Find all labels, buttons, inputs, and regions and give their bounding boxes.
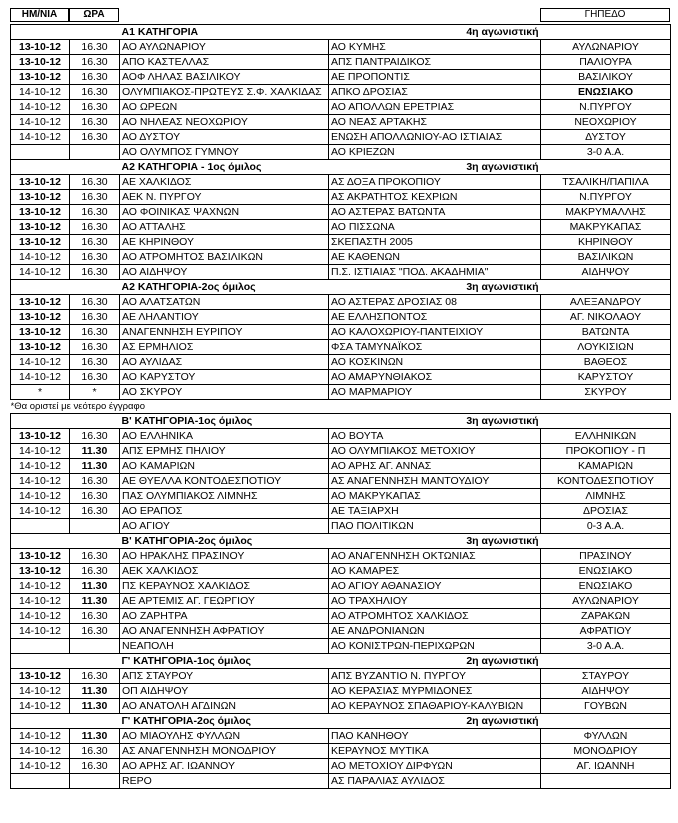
fixture-row (11, 729, 671, 744)
venue: ΦΥΛΛΩΝ (541, 729, 671, 744)
match-date: 14-10-12 (11, 130, 70, 145)
match-time: 16.30 (70, 190, 120, 205)
match-date (11, 639, 70, 654)
away-team: ΑΕ ΤΑΞΙΑΡΧΗ (329, 504, 541, 519)
match-date: * (11, 385, 70, 400)
match-time: 16.30 (70, 564, 120, 579)
home-team: ΑΟ ΑΝΑΓΕΝΝΗΣΗ ΑΦΡΑΤΙΟΥ (120, 624, 329, 639)
away-team: ΦΣΑ ΤΑΜΥΝΑΪΚΟΣ (329, 340, 541, 355)
match-date: 13-10-12 (11, 40, 70, 55)
category-title: Β' ΚΑΤΗΓΟΡΙΑ-1ος όμιλος (120, 414, 329, 429)
home-team: ΑΠΣ ΕΡΜΗΣ ΠΗΛΙΟΥ (120, 444, 329, 459)
venue: ΒΑΤΩΝΤΑ (541, 325, 671, 340)
away-team: ΑΣ ΑΝΑΓΕΝΝΗΣΗ ΜΑΝΤΟΥΔΙΟΥ (329, 474, 541, 489)
venue: ΒΑΣΙΛΙΚΩΝ (541, 250, 671, 265)
home-team: ΑΕ ΚΗΡΙΝΘΟΥ (120, 235, 329, 250)
fixture-row (11, 340, 671, 355)
venue: ΚΑΜΑΡΙΩΝ (541, 459, 671, 474)
venue: ΔΥΣΤΟΥ (541, 130, 671, 145)
fixture-row (11, 669, 671, 684)
fixture-row (11, 85, 671, 100)
home-team: ΑΟ ΕΛΛΗΝΙΚΑ (120, 429, 329, 444)
away-team: ΑΟ ΑΡΗΣ ΑΓ. ΑΝΝΑΣ (329, 459, 541, 474)
match-date: 13-10-12 (11, 70, 70, 85)
match-time: 16.30 (70, 295, 120, 310)
home-team: ΑΠΣ ΣΤΑΥΡΟΥ (120, 669, 329, 684)
home-team: ΑΟ ΣΚΥΡΟΥ (120, 385, 329, 400)
fixture-row (11, 639, 671, 654)
home-team: ΑΟ ΑΤΤΑΛΗΣ (120, 220, 329, 235)
away-team: ΑΟ ΑΣΤΕΡΑΣ ΔΡΟΣΙΑΣ 08 (329, 295, 541, 310)
match-time: 16.30 (70, 474, 120, 489)
venue: ΒΑΣΙΛΙΚΟΥ (541, 70, 671, 85)
venue (541, 774, 671, 789)
venue: ΠΡΟΚΟΠΙΟΥ - Π (541, 444, 671, 459)
venue: 0-3 Α.Α. (541, 519, 671, 534)
fixture-row (11, 459, 671, 474)
fixture-row (11, 310, 671, 325)
home-team: ΑΟ ΑΙΔΗΨΟΥ (120, 265, 329, 280)
away-team: ΑΟ ΑΤΡΟΜΗΤΟΣ ΧΑΛΚΙΔΟΣ (329, 609, 541, 624)
venue: ΕΝΩΣΙΑΚΟ (541, 85, 671, 100)
fixture-row (11, 130, 671, 145)
venue: 3-0 Α.Α. (541, 639, 671, 654)
category-title: Α2 ΚΑΤΗΓΟΡΙΑ - 1ος όμιλος (120, 160, 329, 175)
home-team: ΝΕΑΠΟΛΗ (120, 639, 329, 654)
venue: ΕΝΩΣΙΑΚΟ (541, 564, 671, 579)
match-time: 11.30 (70, 729, 120, 744)
fixture-row (11, 444, 671, 459)
match-date: 14-10-12 (11, 85, 70, 100)
away-team: ΑΣ ΔΟΞΑ ΠΡΟΚΟΠΙΟΥ (329, 175, 541, 190)
away-team: ΑΟ ΑΝΑΓΕΝΝΗΣΗ ΟΚΤΩΝΙΑΣ (329, 549, 541, 564)
venue: ΣΚΥΡΟΥ (541, 385, 671, 400)
match-time: 16.30 (70, 115, 120, 130)
match-time (70, 145, 120, 160)
category-title: Α1 ΚΑΤΗΓΟΡΙΑ (120, 25, 329, 40)
match-time: 16.30 (70, 310, 120, 325)
fixture-row (11, 145, 671, 160)
category-header (11, 654, 671, 669)
home-team: ΑΕ ΛΗΛΑΝΤΙΟΥ (120, 310, 329, 325)
home-team: ΑΠΟ ΚΑΣΤΕΛΛΑΣ (120, 55, 329, 70)
away-team: ΠΑΟ ΚΑΝΗΘΟΥ (329, 729, 541, 744)
away-team: ΑΟ ΜΑΡΜΑΡΙΟΥ (329, 385, 541, 400)
match-time: 16.30 (70, 265, 120, 280)
match-time: 16.30 (70, 355, 120, 370)
home-team: ΑΕ ΑΡΤΕΜΙΣ ΑΓ. ΓΕΩΡΓΙΟΥ (120, 594, 329, 609)
match-time: 16.30 (70, 55, 120, 70)
venue: ΜΑΚΡΥΜΑΛΛΗΣ (541, 205, 671, 220)
header-venue: ΓΗΠΕΔΟ (540, 8, 670, 22)
match-time: 16.30 (70, 504, 120, 519)
home-team: ΑΣ ΕΡΜΗΛΙΟΣ (120, 340, 329, 355)
fixture-row (11, 744, 671, 759)
home-team: ΑΟ ΑΤΡΟΜΗΤΟΣ ΒΑΣΙΛΙΚΩΝ (120, 250, 329, 265)
away-team: ΑΟ ΚΑΜΑΡΕΣ (329, 564, 541, 579)
match-time: 16.30 (70, 744, 120, 759)
home-team: ΑΟ ΚΑΡΥΣΤΟΥ (120, 370, 329, 385)
round-label: 2η αγωνιστική (329, 654, 541, 669)
category-header (11, 714, 671, 729)
home-team: ΑΟ ΑΥΛΩΝΑΡΙΟΥ (120, 40, 329, 55)
venue: ΑΓ. ΝΙΚΟΛΑΟΥ (541, 310, 671, 325)
match-date: 13-10-12 (11, 295, 70, 310)
away-team: ΑΟ ΚΟΣΚΙΝΩΝ (329, 355, 541, 370)
home-team: ΑΣ ΑΝΑΓΕΝΝΗΣΗ ΜΟΝΟΔΡΙΟΥ (120, 744, 329, 759)
match-date: 14-10-12 (11, 744, 70, 759)
away-team: ΚΕΡΑΥΝΟΣ ΜΥΤΙΚΑ (329, 744, 541, 759)
match-date: 14-10-12 (11, 444, 70, 459)
fixture-row (11, 624, 671, 639)
away-team: ΑΣ ΑΚΡΑΤΗΤΟΣ ΚΕΧΡΙΩΝ (329, 190, 541, 205)
away-team: ΑΕ ΑΝΔΡΟΝΙΑΝΩΝ (329, 624, 541, 639)
match-date: 14-10-12 (11, 115, 70, 130)
fixture-row (11, 100, 671, 115)
category-header (11, 280, 671, 295)
match-time: 16.30 (70, 609, 120, 624)
fixture-row (11, 474, 671, 489)
venue: ΚΑΡΥΣΤΟΥ (541, 370, 671, 385)
match-date: 14-10-12 (11, 504, 70, 519)
away-team: ΑΠΚΟ ΔΡΟΣΙΑΣ (329, 85, 541, 100)
category-header (11, 25, 671, 40)
fixture-row (11, 504, 671, 519)
match-time: 16.30 (70, 130, 120, 145)
away-team: ΑΟ ΚΕΡΑΣΙΑΣ ΜΥΡΜΙΔΟΝΕΣ (329, 684, 541, 699)
category-header (11, 414, 671, 429)
match-date: 13-10-12 (11, 669, 70, 684)
away-team: ΑΕ ΚΑΘΕΝΩΝ (329, 250, 541, 265)
match-date: 13-10-12 (11, 310, 70, 325)
venue: ΑΥΛΩΝΑΡΙΟΥ (541, 40, 671, 55)
home-team: ΑΕΚ Ν. ΠΥΡΓΟΥ (120, 190, 329, 205)
match-date: 13-10-12 (11, 325, 70, 340)
match-time: 16.30 (70, 429, 120, 444)
away-team: ΑΕ ΕΛΛΗΣΠΟΝΤΟΣ (329, 310, 541, 325)
match-time: 16.30 (70, 70, 120, 85)
match-date: 14-10-12 (11, 684, 70, 699)
match-time (70, 639, 120, 654)
match-date: 14-10-12 (11, 474, 70, 489)
away-team: ΠΑΟ ΠΟΛΙΤΙΚΩΝ (329, 519, 541, 534)
match-time: 16.30 (70, 205, 120, 220)
venue: ΑΦΡΑΤΙΟΥ (541, 624, 671, 639)
category-title: Α2 ΚΑΤΗΓΟΡΙΑ-2ος όμιλος (120, 280, 329, 295)
match-time: 11.30 (70, 459, 120, 474)
match-time: 16.30 (70, 175, 120, 190)
home-team: ΟΛΥΜΠΙΑΚΟΣ-ΠΡΩΤΕΥΣ Σ.Φ. ΧΑΛΚΙΔΑΣ (120, 85, 329, 100)
venue: ΑΙΔΗΨΟΥ (541, 265, 671, 280)
round-label: 3η αγωνιστική (329, 160, 541, 175)
away-team: ΑΟ ΤΡΑΧΗΛΙΟΥ (329, 594, 541, 609)
match-time (70, 774, 120, 789)
match-time: 16.30 (70, 85, 120, 100)
home-team: ΑΟ ΔΥΣΤΟΥ (120, 130, 329, 145)
venue: ΑΥΛΩΝΑΡΙΟΥ (541, 594, 671, 609)
match-date: 14-10-12 (11, 594, 70, 609)
venue: ΛΟΥΚΙΣΙΩΝ (541, 340, 671, 355)
fixture-row (11, 564, 671, 579)
match-date: 13-10-12 (11, 549, 70, 564)
fixture-row (11, 489, 671, 504)
match-time: 16.30 (70, 624, 120, 639)
away-team: ΑΟ ΠΙΣΣΩΝΑ (329, 220, 541, 235)
away-team: ΑΟ ΚΟΝΙΣΤΡΩΝ-ΠΕΡΙΧΩΡΩΝ (329, 639, 541, 654)
match-time: 16.30 (70, 669, 120, 684)
away-team: ΑΟ ΚΡΙΕΖΩΝ (329, 145, 541, 160)
fixture-row (11, 265, 671, 280)
away-team: ΕΝΩΣΗ ΑΠΟΛΛΩΝΙΟΥ-ΑΟ ΙΣΤΙΑΙΑΣ (329, 130, 541, 145)
fixture-row (11, 684, 671, 699)
match-time: 16.30 (70, 370, 120, 385)
home-team: ΑΕΚ ΧΑΛΚΙΔΟΣ (120, 564, 329, 579)
venue: Ν.ΠΥΡΓΟΥ (541, 190, 671, 205)
home-team: ΟΠ ΑΙΔΗΨΟΥ (120, 684, 329, 699)
home-team: ΑΕ ΧΑΛΚΙΔΟΣ (120, 175, 329, 190)
match-time: 11.30 (70, 579, 120, 594)
header-date: ΗΜ/ΝΙΑ (10, 8, 69, 22)
match-date: 14-10-12 (11, 624, 70, 639)
venue: ΜΑΚΡΥΚΑΠΑΣ (541, 220, 671, 235)
venue: ΤΣΑΛΙΚΗ/ΠΑΠΙΛΑ (541, 175, 671, 190)
home-team: ΑΟ ΑΡΗΣ ΑΓ. ΙΩΑΝΝΟΥ (120, 759, 329, 774)
match-date: 14-10-12 (11, 729, 70, 744)
match-date: 13-10-12 (11, 340, 70, 355)
home-team: ΠΑΣ ΟΛΥΜΠΙΑΚΟΣ ΛΙΜΝΗΣ (120, 489, 329, 504)
match-date: 14-10-12 (11, 370, 70, 385)
away-team: ΑΟ ΜΕΤΟΧΙΟΥ ΔΙΡΦΥΩΝ (329, 759, 541, 774)
match-date: 14-10-12 (11, 459, 70, 474)
match-time: 16.30 (70, 549, 120, 564)
match-date: 13-10-12 (11, 175, 70, 190)
venue: ΣΤΑΥΡΟΥ (541, 669, 671, 684)
venue: ΒΑΘΕΟΣ (541, 355, 671, 370)
round-label: 3η αγωνιστική (329, 534, 541, 549)
fixture-row (11, 355, 671, 370)
away-team: ΑΠΣ ΠΑΝΤΡΑΙΔΙΚΟΣ (329, 55, 541, 70)
fixtures-table (10, 24, 671, 789)
home-team: ΠΣ ΚΕΡΑΥΝΟΣ ΧΑΛΚΙΔΟΣ (120, 579, 329, 594)
match-date: 14-10-12 (11, 699, 70, 714)
fixture-row (11, 70, 671, 85)
venue: ΚΟΝΤΟΔΕΣΠΟΤΙΟΥ (541, 474, 671, 489)
fixture-row (11, 549, 671, 564)
fixture-row (11, 519, 671, 534)
category-header (11, 160, 671, 175)
fixture-row (11, 295, 671, 310)
home-team: ΑΟ ΟΛΥΜΠΟΣ ΓΥΜΝΟΥ (120, 145, 329, 160)
venue: ΑΛΕΞΑΝΔΡΟΥ (541, 295, 671, 310)
away-team: ΑΣ ΠΑΡΑΛΙΑΣ ΑΥΛΙΔΟΣ (329, 774, 541, 789)
match-time: 11.30 (70, 594, 120, 609)
venue: ΕΛΛΗΝΙΚΩΝ (541, 429, 671, 444)
away-team: ΑΟ ΒΟΥΤΑ (329, 429, 541, 444)
fixture-row (11, 115, 671, 130)
footnote: *Θα οριστεί με νεότερο έγγραφο (10, 401, 145, 412)
match-time: 16.30 (70, 489, 120, 504)
fixture-row (11, 594, 671, 609)
match-time: 16.30 (70, 100, 120, 115)
match-time: 16.30 (70, 40, 120, 55)
home-team: ΑΟ ΝΗΛΕΑΣ ΝΕΟΧΩΡΙΟΥ (120, 115, 329, 130)
away-team: ΑΟ ΝΕΑΣ ΑΡΤΑΚΗΣ (329, 115, 541, 130)
round-label: 4η αγωνιστική (329, 25, 541, 40)
match-time: 16.30 (70, 325, 120, 340)
fixture-row (11, 325, 671, 340)
fixture-row (11, 190, 671, 205)
fixture-row (11, 579, 671, 594)
home-team: ΑΟ ΦΟΙΝΙΚΑΣ ΨΑΧΝΩΝ (120, 205, 329, 220)
fixture-row (11, 609, 671, 624)
fixture-row (11, 55, 671, 70)
match-time: 11.30 (70, 444, 120, 459)
match-time: 16.30 (70, 220, 120, 235)
home-team: ΑΟ ΕΡΑΠΟΣ (120, 504, 329, 519)
away-team: ΑΟ ΜΑΚΡΥΚΑΠΑΣ (329, 489, 541, 504)
home-team: ΑΟ ΚΑΜΑΡΙΩΝ (120, 459, 329, 474)
fixture-row (11, 175, 671, 190)
fixture-row (11, 40, 671, 55)
match-date (11, 519, 70, 534)
venue: ΕΝΩΣΙΑΚΟ (541, 579, 671, 594)
away-team: ΑΟ ΚΑΛΟΧΩΡΙΟΥ-ΠΑΝΤΕΙΧΙΟΥ (329, 325, 541, 340)
fixture-row (11, 370, 671, 385)
match-date: 14-10-12 (11, 759, 70, 774)
home-team: ΑΟ ΑΝΑΤΟΛΗ ΑΓΔΙΝΩΝ (120, 699, 329, 714)
match-time: 16.30 (70, 340, 120, 355)
home-team: ΑΟΦ ΛΗΛΑΣ ΒΑΣΙΛΙΚΟΥ (120, 70, 329, 85)
away-team: ΑΕ ΠΡΟΠΟΝΤΙΣ (329, 70, 541, 85)
away-team: Π.Σ. ΙΣΤΙΑΙΑΣ "ΠΟΔ. ΑΚΑΔΗΜΙΑ" (329, 265, 541, 280)
match-date: 13-10-12 (11, 205, 70, 220)
fixture-row (11, 220, 671, 235)
fixture-row (11, 385, 671, 400)
away-team: ΑΟ ΑΠΟΛΛΩΝ ΕΡΕΤΡΙΑΣ (329, 100, 541, 115)
match-date: 14-10-12 (11, 100, 70, 115)
category-header (11, 534, 671, 549)
home-team: ΑΟ ΑΓΙΟΥ (120, 519, 329, 534)
fixture-row (11, 759, 671, 774)
match-date: 14-10-12 (11, 355, 70, 370)
match-date: 13-10-12 (11, 564, 70, 579)
home-team: ΑΟ ΑΥΛΙΔΑΣ (120, 355, 329, 370)
match-date (11, 774, 70, 789)
venue: ΠΑΛΙΟΥΡΑ (541, 55, 671, 70)
fixture-row (11, 699, 671, 714)
round-label: 3η αγωνιστική (329, 280, 541, 295)
home-team: ΑΟ ΩΡΕΩΝ (120, 100, 329, 115)
away-team: ΑΟ ΑΣΤΕΡΑΣ ΒΑΤΩΝΤΑ (329, 205, 541, 220)
match-time: 11.30 (70, 699, 120, 714)
venue: ΜΟΝΟΔΡΙΟΥ (541, 744, 671, 759)
home-team: ΑΟ ΑΛΑΤΣΑΤΩΝ (120, 295, 329, 310)
match-time: 16.30 (70, 250, 120, 265)
venue: ΑΓ. ΙΩΑΝΝΗ (541, 759, 671, 774)
venue: ΠΡΑΣΙΝΟΥ (541, 549, 671, 564)
home-team: ΑΟ ΜΙΑΟΥΛΗΣ ΦΥΛΛΩΝ (120, 729, 329, 744)
venue: ΔΡΟΣΙΑΣ (541, 504, 671, 519)
home-team: ΑΕ ΘΥΕΛΛΑ ΚΟΝΤΟΔΕΣΠΟΤΙΟΥ (120, 474, 329, 489)
home-team: ΑΝΑΓΕΝΝΗΣΗ ΕΥΡΙΠΟΥ (120, 325, 329, 340)
venue: ΚΗΡΙΝΘΟΥ (541, 235, 671, 250)
fixtures-body (11, 25, 671, 789)
venue: ΛΙΜΝΗΣ (541, 489, 671, 504)
round-label: 2η αγωνιστική (329, 714, 541, 729)
fixture-row (11, 250, 671, 265)
header-time: ΩΡΑ (69, 8, 119, 22)
home-team: ΑΟ ΖΑΡΗΤΡΑ (120, 609, 329, 624)
away-team: ΑΟ ΑΜΑΡΥΝΘΙΑΚΟΣ (329, 370, 541, 385)
venue: ΝΕΟΧΩΡΙΟΥ (541, 115, 671, 130)
away-team: ΣΚΕΠΑΣΤΗ 2005 (329, 235, 541, 250)
match-time (70, 519, 120, 534)
match-time: * (70, 385, 120, 400)
venue: Ν.ΠΥΡΓΟΥ (541, 100, 671, 115)
home-team: REPO (120, 774, 329, 789)
away-team: ΑΟ ΑΓΙΟΥ ΑΘΑΝΑΣΙΟΥ (329, 579, 541, 594)
fixture-row (11, 235, 671, 250)
match-date: 14-10-12 (11, 265, 70, 280)
match-date: 13-10-12 (11, 429, 70, 444)
match-date: 13-10-12 (11, 55, 70, 70)
match-date: 14-10-12 (11, 489, 70, 504)
match-time: 11.30 (70, 684, 120, 699)
away-team: ΑΟ ΟΛΥΜΠΙΑΚΟΣ ΜΕΤΟΧΙΟΥ (329, 444, 541, 459)
match-date: 14-10-12 (11, 609, 70, 624)
match-time: 16.30 (70, 235, 120, 250)
away-team: ΑΠΣ ΒΥΖΑΝΤΙΟ Ν. ΠΥΡΓΟΥ (329, 669, 541, 684)
fixture-row (11, 429, 671, 444)
away-team: ΑΟ ΚΕΡΑΥΝΟΣ ΣΠΑΘΑΡΙΟΥ-ΚΑΛΥΒΙΩΝ (329, 699, 541, 714)
venue: ΓΟΥΒΩΝ (541, 699, 671, 714)
venue: ΖΑΡΑΚΩΝ (541, 609, 671, 624)
match-date: 13-10-12 (11, 220, 70, 235)
venue: 3-0 Α.Α. (541, 145, 671, 160)
category-title: Γ' ΚΑΤΗΓΟΡΙΑ-2ος όμιλος (120, 714, 329, 729)
fixture-row (11, 774, 671, 789)
match-date: 13-10-12 (11, 190, 70, 205)
match-date: 14-10-12 (11, 579, 70, 594)
match-date: 13-10-12 (11, 235, 70, 250)
category-title: Γ' ΚΑΤΗΓΟΡΙΑ-1ος όμιλος (120, 654, 329, 669)
fixture-row (11, 205, 671, 220)
round-label: 3η αγωνιστική (329, 414, 541, 429)
category-title: Β' ΚΑΤΗΓΟΡΙΑ-2ος όμιλος (120, 534, 329, 549)
home-team: ΑΟ ΗΡΑΚΛΗΣ ΠΡΑΣΙΝΟΥ (120, 549, 329, 564)
venue: ΑΙΔΗΨΟΥ (541, 684, 671, 699)
away-team: ΑΟ ΚΥΜΗΣ (329, 40, 541, 55)
match-date: 14-10-12 (11, 250, 70, 265)
match-time: 16.30 (70, 759, 120, 774)
match-date (11, 145, 70, 160)
